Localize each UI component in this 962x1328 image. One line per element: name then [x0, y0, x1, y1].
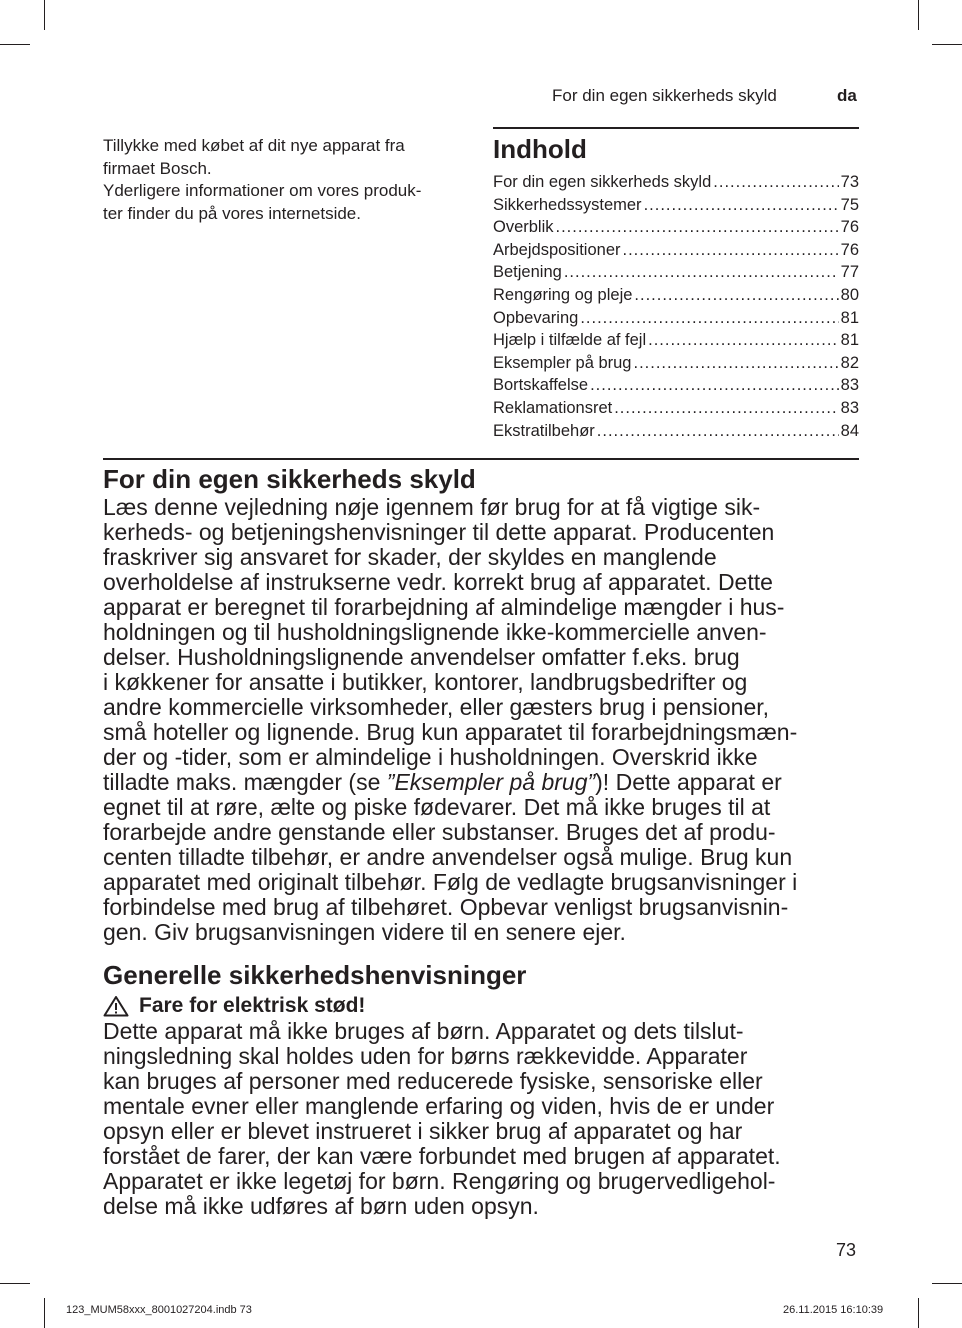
toc-heading: Indhold: [493, 134, 587, 164]
leader-dots: [634, 352, 839, 375]
toc-entry-label: Hjælp i tilfælde af fejl: [493, 331, 647, 350]
crop-mark: [918, 0, 919, 30]
toc-entry[interactable]: [493, 261, 859, 284]
body-line: fraskriver sig ansvaret for skader, der skyldes en manglende: [103, 544, 717, 570]
toc-entry-label: Rengøring og pleje: [493, 285, 633, 304]
warning-heading: [103, 993, 859, 1019]
footer-timestamp: 26.11.2015 16:10:39: [783, 1304, 884, 1316]
table-of-contents: [493, 127, 859, 442]
toc-entry-label: Eksempler på brug: [493, 353, 632, 372]
body-line: gen. Giv brugsanvisningen videre til en senere ejer.: [103, 919, 626, 945]
body-line: forarbejde andre genstande eller substanser. Bruges det af produ-: [103, 819, 776, 845]
body-text-fragment: tilladte maks. mængder (se: [103, 769, 387, 795]
intro-text: [103, 135, 463, 225]
language-code: da: [837, 86, 857, 105]
section-body: [103, 1019, 859, 1219]
crop-mark: [44, 0, 45, 30]
body-line: der og -tider, som er almindelige i husholdningen. Overskrid ikke: [103, 744, 758, 770]
toc-entry[interactable]: [493, 352, 859, 375]
crop-mark: [932, 1283, 962, 1284]
toc-entry-page: 84: [840, 421, 859, 440]
toc-entry-label: Betjening: [493, 263, 562, 282]
leader-dots: [623, 239, 839, 262]
body-line: egnet til at røre, ælte og piske fødevarer. Det må ikke bruges til at: [103, 794, 771, 820]
toc-entry[interactable]: [493, 329, 859, 352]
body-line: ningsledning skal holdes uden for børns rækkevidde. Apparater: [103, 1043, 748, 1069]
leader-dots: [644, 194, 839, 217]
body-line: delse må ikke udføres af børn uden opsyn.: [103, 1193, 539, 1219]
crop-mark: [0, 1283, 30, 1284]
section-heading: For din egen sikkerheds skyld: [103, 464, 476, 494]
toc-entry-page: 81: [840, 308, 859, 327]
toc-entry[interactable]: [493, 171, 859, 194]
toc-entry[interactable]: [493, 216, 859, 239]
toc-entry-label: Opbevaring: [493, 308, 579, 327]
body-line: Læs denne vejledning nøje igennem før brug for at få vigtige sik-: [103, 494, 761, 520]
body-line: apparat er beregnet til forarbejdning af almindelige mængder i hus-: [103, 594, 785, 620]
toc-entry-page: 77: [840, 263, 859, 282]
body-line: Dette apparat må ikke bruges af børn. Apparatet og dets tilslut-: [103, 1018, 744, 1044]
intro-line: ter finder du på vores internetside.: [103, 203, 361, 223]
toc-entry[interactable]: [493, 374, 859, 397]
cross-reference-link[interactable]: ”Eksempler på brug”: [386, 769, 596, 795]
toc-entry[interactable]: [493, 194, 859, 217]
safety-section: [103, 458, 859, 945]
toc-entry-page: 76: [840, 218, 859, 237]
leader-dots: [564, 261, 839, 284]
intro-line: firmaet Bosch.: [103, 158, 212, 178]
body-line: forbindelse med brug af tilbehøret. Opbevar venligst brugsanvisnin-: [103, 894, 789, 920]
intro-line: Tillykke med købet af dit nye apparat fra: [103, 136, 405, 155]
warning-text: Fare for elektrisk stød!: [139, 994, 366, 1017]
leader-dots: [713, 171, 838, 194]
page-number: 73: [836, 1240, 857, 1260]
body-line: mentale evner eller manglende erfaring og viden, hvis de er under: [103, 1093, 775, 1119]
toc-entry[interactable]: [493, 239, 859, 262]
toc-entry[interactable]: [493, 420, 859, 443]
crop-mark: [0, 44, 30, 45]
body-line: delser. Husholdningslignende anvendelser omfatter f.eks. brug: [103, 644, 740, 670]
toc-entry-label: Bortskaffelse: [493, 376, 589, 395]
intro-line: Yderligere informationer om vores produk-: [103, 181, 422, 200]
section-rule: [103, 458, 859, 460]
crop-mark: [918, 1298, 919, 1328]
body-line: overholdelse af instrukserne vedr. korrekt brug af apparatet. Dette: [103, 569, 773, 595]
toc-rule: [493, 127, 859, 129]
body-line: opsyn eller er blevet instrueret i sikker brug af apparatet og har: [103, 1118, 743, 1144]
crop-mark: [932, 44, 962, 45]
body-line: andre kommercielle virksomheder, eller gæsters brug i pensioner,: [103, 694, 770, 720]
leader-dots: [597, 420, 839, 443]
leader-dots: [634, 284, 838, 307]
running-header-title: For din egen sikkerheds skyld: [552, 86, 777, 105]
body-line: apparatet med originalt tilbehør. Følg de vedlagte brugsanvisninger i: [103, 869, 798, 895]
warning-triangle-icon: [103, 995, 129, 1017]
leader-dots: [590, 374, 839, 397]
toc-entry[interactable]: [493, 397, 859, 420]
toc-entry[interactable]: [493, 307, 859, 330]
body-line: forstået de farer, der kan være forbundet med brugen af apparatet.: [103, 1143, 781, 1169]
section-heading: Generelle sikkerhedshenvisninger: [103, 960, 527, 990]
crop-mark: [44, 1298, 45, 1328]
toc-entry-label: Reklamationsret: [493, 398, 613, 417]
body-line: i køkkener for ansatte i butikker, kontorer, landbrugsbedrifter og: [103, 669, 748, 695]
leader-dots: [580, 307, 838, 330]
toc-entry-label: Overblik: [493, 218, 554, 237]
toc-entry-page: 81: [840, 331, 859, 350]
body-text-fragment: )! Dette apparat er: [595, 769, 782, 795]
toc-entry-label: For din egen sikkerheds skyld: [493, 173, 712, 191]
footer-filename: 123_MUM58xxx_8001027204.indb 73: [66, 1304, 252, 1316]
toc-entry-page: 80: [840, 285, 859, 304]
toc-entry-page: 82: [840, 353, 859, 372]
body-line: kerheds- og betjeningshenvisninger til dette apparat. Producenten: [103, 519, 775, 545]
toc-entry-page: 73: [840, 173, 859, 191]
leader-dots: [556, 216, 839, 239]
body-line: kan bruges af personer med reducerede fysiske, sensoriske eller: [103, 1068, 763, 1094]
body-line: [103, 770, 859, 795]
toc-entry-label: Sikkerhedssystemer: [493, 195, 642, 214]
toc-entry[interactable]: [493, 284, 859, 307]
body-line: Apparatet er ikke legetøj for børn. Rengøring og brugervedligehol-: [103, 1168, 776, 1194]
leader-dots: [648, 329, 839, 352]
toc-entry-label: Ekstratilbehør: [493, 421, 595, 440]
body-line: centen tilladte tilbehør, er andre anvendelser også mulige. Brug kun: [103, 844, 793, 870]
toc-entry-page: 75: [840, 195, 859, 214]
section-body: [103, 495, 859, 945]
general-safety-section: [103, 956, 859, 1219]
body-line: små hoteller og lignende. Brug kun apparatet til forarbejdningsmæn-: [103, 719, 798, 745]
toc-entry-page: 83: [840, 376, 859, 395]
toc-entry-page: 76: [840, 240, 859, 259]
body-line: holdningen og til husholdningslignende ikke-kommercielle anven-: [103, 619, 767, 645]
leader-dots: [614, 397, 838, 420]
toc-entry-label: Arbejdspositioner: [493, 240, 621, 259]
toc-entry-page: 83: [840, 398, 859, 417]
